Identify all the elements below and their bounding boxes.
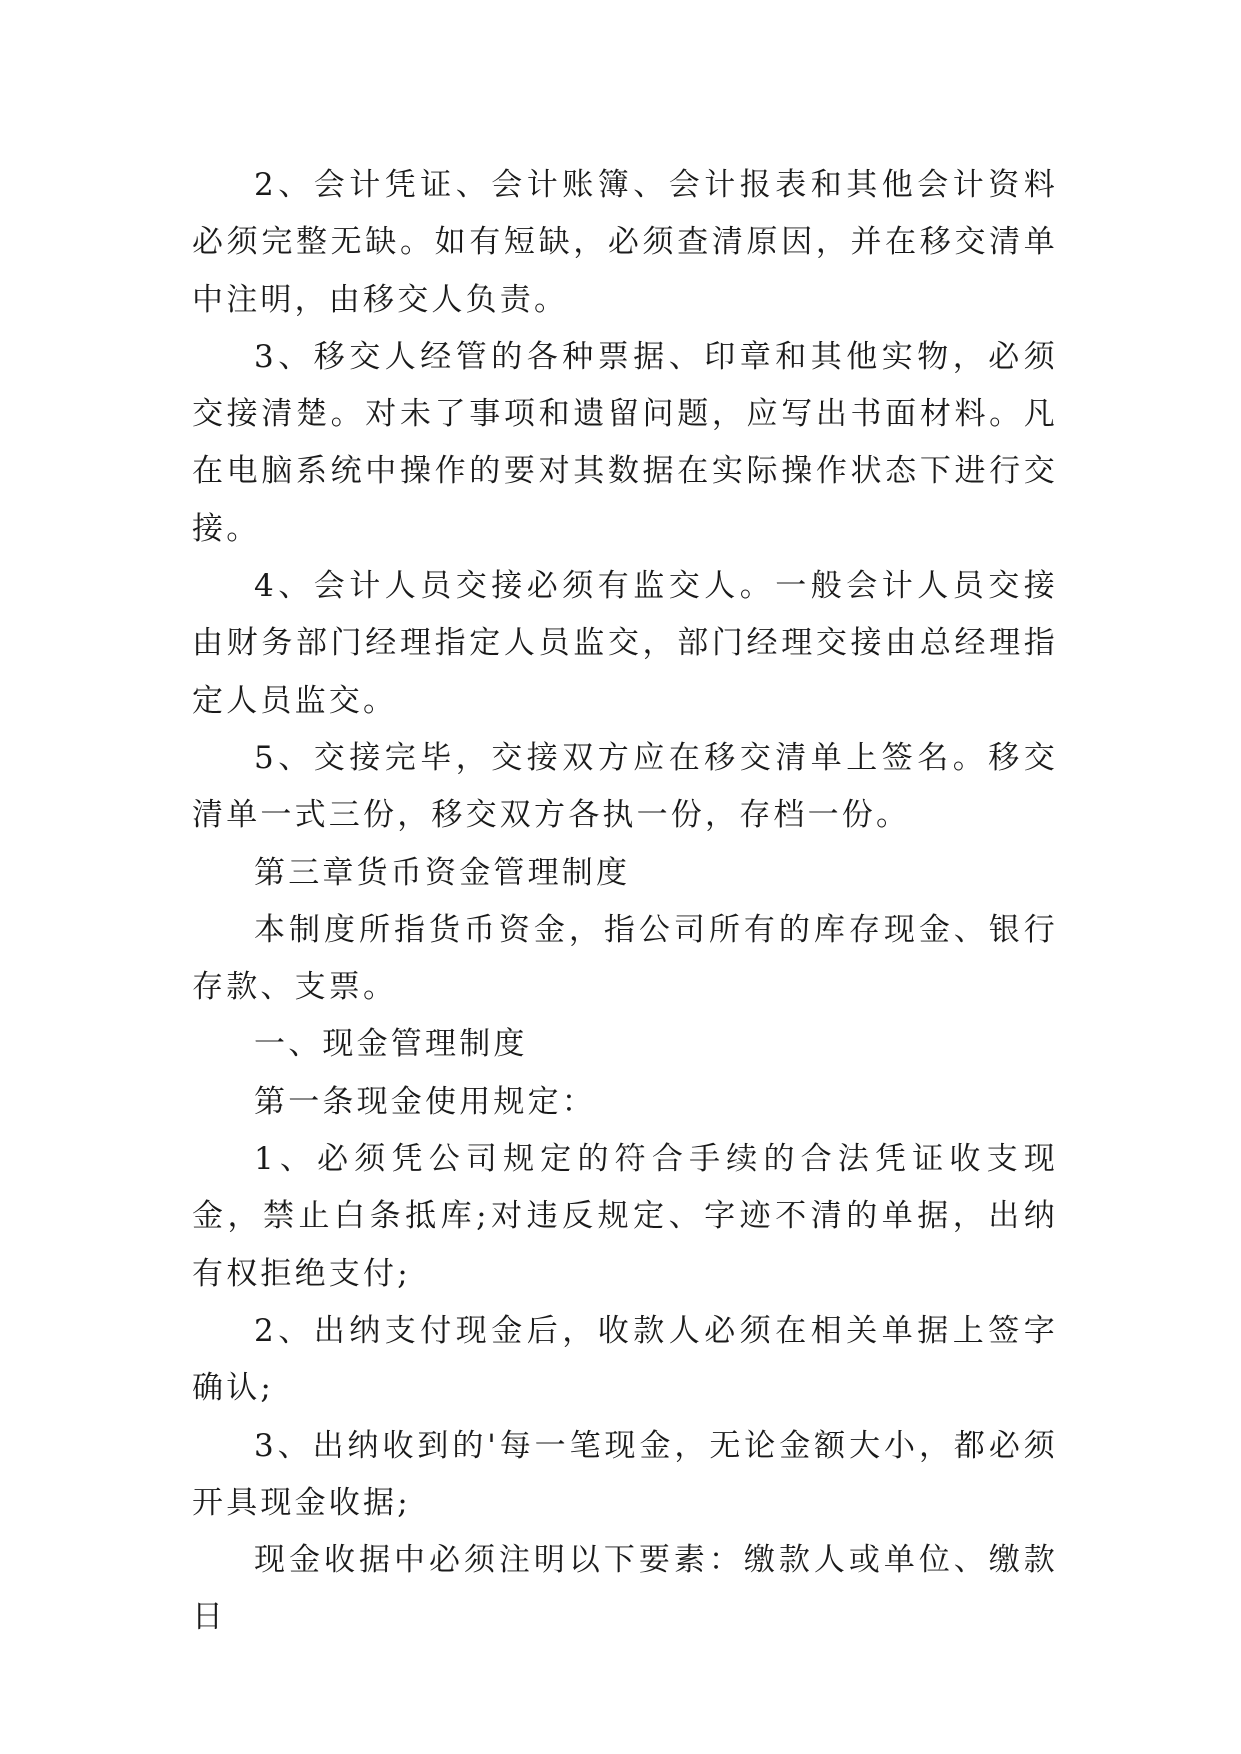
article-heading: 第一条现金使用规定： [254,1083,596,1120]
paragraph-item-2-handover-materials: 2、会计凭证、会计账簿、会计报表和其他会计资料必须完整无缺。如有短缺，必须查清原因，并在移交清单中注明，由移交人负责。 [192,167,1058,318]
paragraph-receipt-elements: 现金收据中必须注明以下要素：缴款人或单位、缴款日 [192,1542,1058,1636]
document-page [192,157,1058,1647]
paragraph-item-5-signing: 5、交接完毕，交接双方应在移交清单上签名。移交清单一式三份，移交双方各执一份，存档一份。 [192,739,1058,834]
paragraph-rule-3: 3、出纳收到的'每一笔现金，无论金额大小，都必须开具现金收据; [192,1427,1058,1521]
paragraph-definition: 本制度所指货币资金，指公司所有的库存现金、银行存款、支票。 [192,911,1058,1006]
paragraph-item-4-supervisor: 4、会计人员交接必须有监交人。一般会计人员交接由财务部门经理指定人员监交，部门经理交接由总经理指定人员监交。 [192,568,1058,719]
paragraph-item-3-handover-items: 3、移交人经管的各种票据、印章和其他实物，必须交接清楚。对未了事项和遗留问题，应写出书面材料。凡在电脑系统中操作的要对其数据在实际操作状态下进行交接。 [192,338,1058,547]
paragraph-rule-2: 2、出纳支付现金后，收款人必须在相关单据上签字确认; [192,1312,1058,1407]
paragraph-rule-1: 1、必须凭公司规定的符合手续的合法凭证收支现金，禁止白条抵库;对违反规定、字迹不清的单据，出纳有权拒绝支付; [192,1141,1058,1292]
chapter-heading: 第三章货币资金管理制度 [254,854,631,891]
section-heading: 一、现金管理制度 [254,1026,528,1063]
